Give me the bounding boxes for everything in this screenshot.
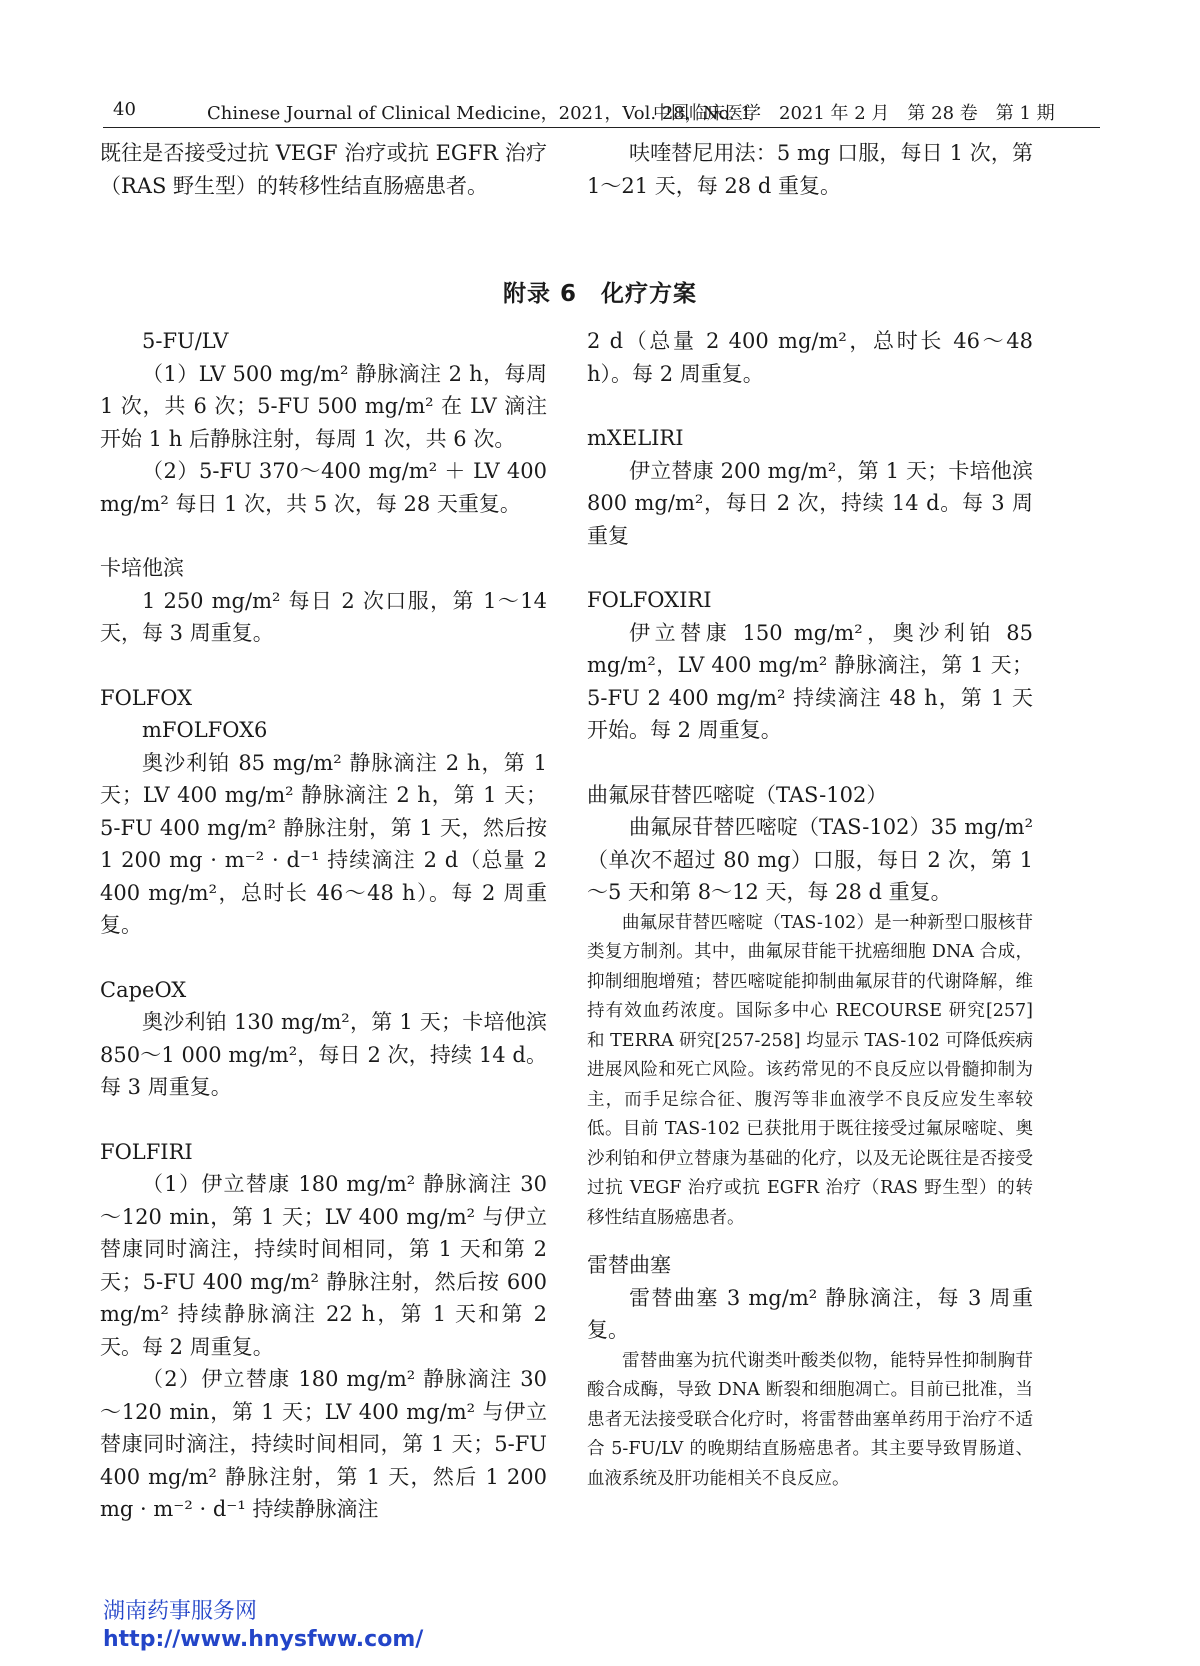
appendix-title: 附录 6 化疗方案 — [502, 281, 697, 307]
paragraph: 伊立替康 150 mg/m²，奥沙利铂 85 mg/m²，LV 400 mg/m² 静脉滴注，第 1 天；5-FU 2 400 mg/m² 持续滴注 48 h，第 1 天开始。每 2 周重复。 — [587, 620, 1033, 742]
note-paragraph: 曲氟尿苷替匹嘧啶（TAS-102）是一种新型口服核苷类复方制剂。其中，曲氟尿苷能干扰癌细胞 DNA 合成，抑制细胞增殖；替匹嘧啶能抑制曲氟尿苷的代谢降解，维持有效血药浓度。国际多中心 RECOURSE 研究[257] 和 TERRA 研究[257-258] 均显示 TAS-102 可降低疾病进展风险和死亡风险。该药常见的不良反应以骨髓抑制为主，而手足综合征、腹泻等非血液学不良反应发生率较低。目前 TAS-102 已获批用于既往接受过氟尿嘧啶、奥沙利铂和伊立替康为基础的化疗，以及无论既往是否接受过抗 VEGF 治疗或抗 EGFR 治疗（RAS 野生型）的转移性结直肠癌患者。 — [587, 912, 1033, 1228]
paragraph: 呋喹替尼用法：5 mg 口服，每日 1 次，第 1～21 天，每 28 d 重复。 — [587, 141, 1033, 198]
section-heading: FOLFIRI — [100, 1139, 193, 1164]
paragraph: （1）伊立替康 180 mg/m² 静脉滴注 30～120 min，第 1 天；LV 400 mg/m² 与伊立替康同时滴注，持续时间相同，第 1 天和第 2 天；5-FU 400 mg/m² 静脉注射，然后按 600 mg/m² 持续静脉滴注 22 h，第 1 天和第 2 天。每 2 周重复。 — [100, 1172, 547, 1359]
journal-name-en: Chinese Journal of Clinical Medicine，2021，Vol. 28，No. 1 — [207, 103, 752, 124]
paragraph: 奥沙利铂 85 mg/m² 静脉滴注 2 h，第 1 天；LV 400 mg/m² 静脉滴注 2 h，第 1 天；5-FU 400 mg/m² 静脉注射，第 1 天，然后按 1 200 mg · m⁻² · d⁻¹ 持续滴注 2 d（总量 2 400 mg/m²，总时长 46～48 h）。每 2 周重复。 — [100, 750, 547, 937]
section-heading: 卡培他滨 — [100, 556, 184, 580]
paragraph: 既往是否接受过抗 VEGF 治疗或抗 EGFR 治疗（RAS 野生型）的转移性结直肠癌患者。 — [100, 141, 547, 198]
section-heading: CapeOX — [100, 977, 187, 1002]
watermark-url: http://www.hnysfww.com/ — [103, 1627, 424, 1652]
running-header — [103, 93, 1100, 128]
paragraph: 雷替曲塞 3 mg/m² 静脉滴注，每 3 周重复。 — [587, 1285, 1033, 1342]
right-column — [587, 325, 1033, 1494]
site-watermark — [103, 1598, 423, 1654]
paragraph: 曲氟尿苷替匹嘧啶（TAS-102）35 mg/m²（单次不超过 80 mg）口服，每日 2 次，第 1～5 天和第 8～12 天，每 28 d 重复。 — [587, 815, 1033, 904]
paragraph: （2）5-FU 370～400 mg/m² ＋ LV 400 mg/m² 每日 1 次，共 5 次，每 28 天重复。 — [100, 459, 547, 516]
paragraph: 奥沙利铂 130 mg/m²，第 1 天；卡培他滨 850～1 000 mg/m²，每日 2 次，持续 14 d。每 3 周重复。 — [100, 1010, 547, 1099]
top-left-column — [100, 137, 547, 202]
section-heading: FOLFOX — [100, 685, 193, 710]
note-paragraph: 雷替曲塞为抗代谢类叶酸类似物，能特异性抑制胸苷酸合成酶，导致 DNA 断裂和细胞凋亡。目前已批准，当患者无法接受联合化疗时，将雷替曲塞单药用于治疗不适合 5-FU/LV 的晚期结直肠癌患者。其主要导致胃肠道、血液系统及肝功能相关不良反应。 — [587, 1350, 1033, 1489]
watermark-site-name: 湖南药事服务网 — [103, 1599, 258, 1624]
section-heading: mXELIRI — [587, 426, 684, 450]
paragraph: 2 d（总量 2 400 mg/m²，总时长 46～48 h）。每 2 周重复。 — [587, 329, 1033, 386]
section-heading: FOLFOXIRI — [587, 588, 712, 612]
paragraph: （1）LV 500 mg/m² 静脉滴注 2 h，每周 1 次，共 6 次；5-FU 500 mg/m² 在 LV 滴注开始 1 h 后静脉注射，每周 1 次，共 6 次。 — [100, 361, 547, 451]
section-subheading: mFOLFOX6 — [142, 718, 268, 742]
paragraph: （2）伊立替康 180 mg/m² 静脉滴注 30～120 min，第 1 天；LV 400 mg/m² 与伊立替康同时滴注，持续时间相同，第 1 天；5-FU 400 mg/m² 静脉注射，第 1 天，然后 1 200 mg · m⁻² · d⁻¹ 持续静脉滴注 — [100, 1367, 547, 1521]
paragraph: 1 250 mg/m² 每日 2 次口服，第 1～14 天，每 3 周重复。 — [100, 588, 547, 645]
section-heading: 5-FU/LV — [142, 329, 229, 353]
journal-name-cn: 中国临床医学 2021 年 2 月 第 28 卷 第 1 期 — [653, 103, 1055, 124]
left-column — [100, 325, 547, 1526]
page-number: 40 — [113, 99, 136, 120]
section-heading: 雷替曲塞 — [587, 1253, 671, 1277]
top-right-column — [587, 137, 1033, 202]
section-heading: 曲氟尿苷替匹嘧啶（TAS-102） — [587, 782, 888, 807]
paragraph: 伊立替康 200 mg/m²，第 1 天；卡培他滨 800 mg/m²，每日 2 次，持续 14 d。每 3 周重复 — [587, 458, 1033, 548]
